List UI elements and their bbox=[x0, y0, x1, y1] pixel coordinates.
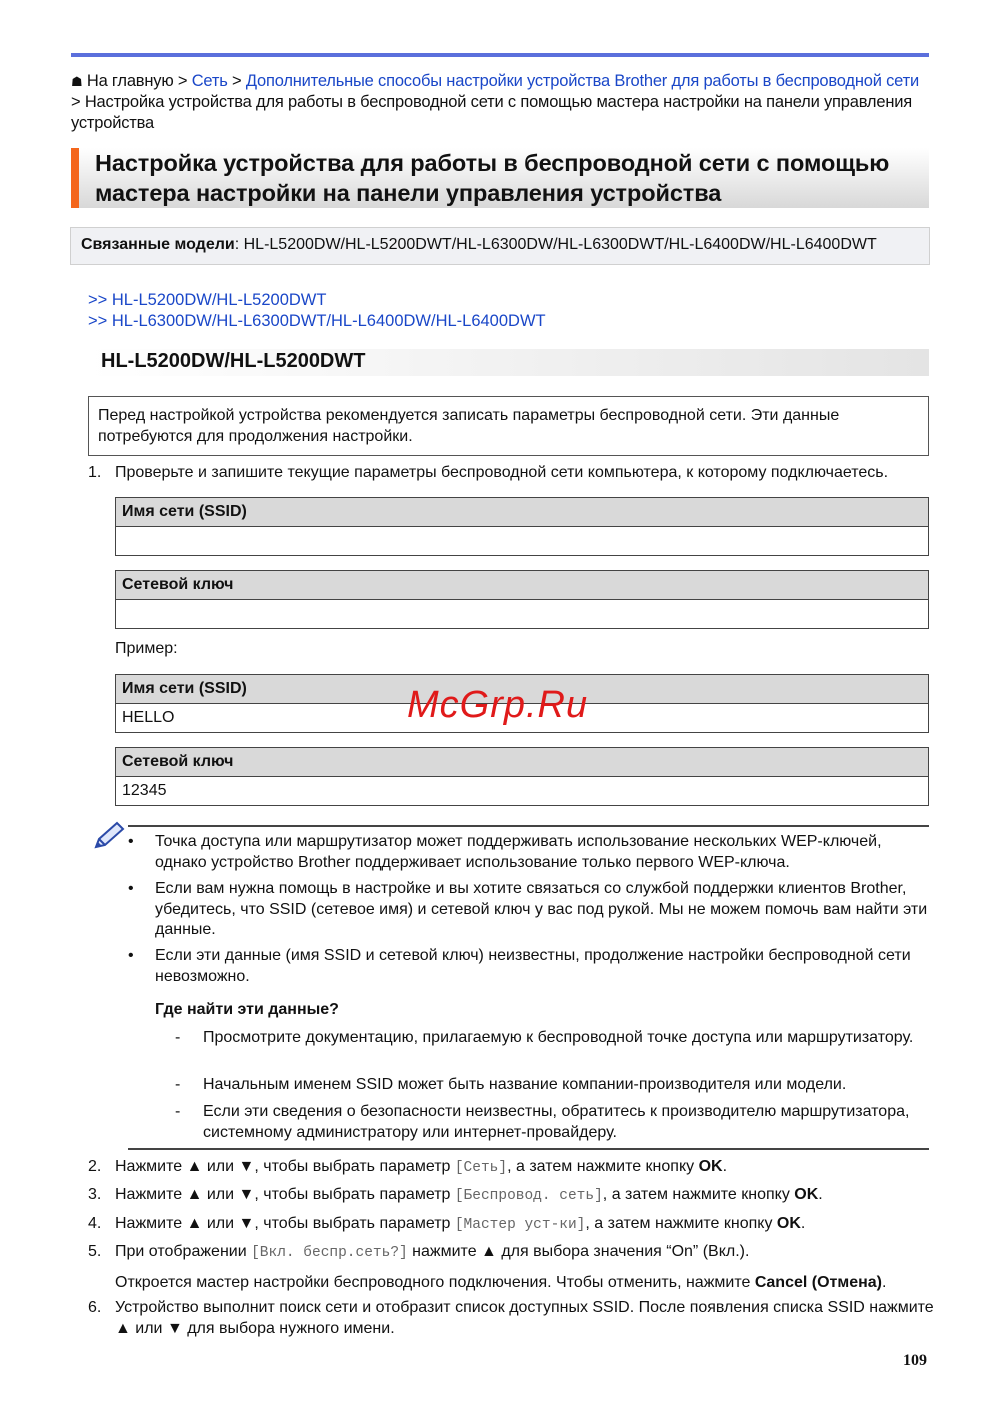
step-number: 5. bbox=[88, 1243, 102, 1260]
ssid-blank-cell bbox=[116, 527, 929, 556]
step-text bbox=[115, 1297, 938, 1339]
page-title: Настройка устройства для работы в беспроводной сети с помощью мастера настройки на панели управления устройства bbox=[71, 148, 929, 208]
jump-link-l5200[interactable]: >> HL-L5200DW/HL-L5200DWT bbox=[88, 291, 327, 309]
note-bullet: • Если вам нужна помощь в настройке и вы хотите связаться со службой поддержки клиентов Brother, убедитесь, что SSID (сетевое имя) и сетевой ключ у вас под рукой. Мы не можем помочь вам найти эти данные. bbox=[128, 879, 928, 941]
step-text-segment: , а затем нажмите кнопку bbox=[507, 1158, 699, 1175]
jump-links bbox=[88, 290, 546, 331]
step-text bbox=[115, 1156, 938, 1179]
related-models-value: : HL-L5200DW/HL-L5200DWT/HL-L6300DW/HL-L6300DWT/HL-L6400DW/HL-L6400DWT bbox=[234, 236, 877, 253]
breadcrumb-home[interactable]: На главную bbox=[86, 72, 174, 90]
step-text-segment: . bbox=[882, 1274, 887, 1291]
pencil-note-icon bbox=[92, 820, 126, 857]
step-text-segment: Нажмите ▲ или ▼, чтобы выбрать параметр bbox=[115, 1186, 455, 1203]
step-text-segment: , а затем нажмите кнопку bbox=[585, 1215, 777, 1232]
breadcrumb-separator: > bbox=[227, 72, 246, 90]
step-followup bbox=[115, 1272, 938, 1293]
note-dash-text: Просмотрите документацию, прилагаемую к беспроводной точке доступа или маршрутизатору. bbox=[203, 1029, 914, 1046]
step-text-segment: . bbox=[722, 1158, 728, 1175]
breadcrumb-separator: > bbox=[71, 93, 85, 111]
step-text-segment: . bbox=[818, 1186, 823, 1203]
breadcrumb-current: Настройка устройства для работы в беспроводной сети с помощью мастера настройки на панели управления устройства bbox=[71, 93, 912, 132]
note-dash-item: - Начальным именем SSID может быть название компании-производителя или модели. bbox=[175, 1075, 915, 1096]
breadcrumb-advanced-link[interactable]: Дополнительные способы настройки устройства Brother для работы в беспроводной сети bbox=[245, 72, 919, 90]
step-number: 6. bbox=[88, 1299, 102, 1316]
step-text-segment: Нажмите ▲ или ▼, чтобы выбрать параметр bbox=[115, 1215, 455, 1232]
menu-parameter: [Вкл. беспр.сеть?] bbox=[251, 1245, 408, 1261]
button-name: OK bbox=[794, 1186, 819, 1203]
step-text: Проверьте и запишите текущие параметры беспроводной сети компьютера, к которому подключаетесь. bbox=[115, 464, 889, 481]
ssid-header: Имя сети (SSID) bbox=[116, 675, 929, 704]
section-title: HL-L5200DW/HL-L5200DWT bbox=[88, 349, 929, 376]
note-bullet: • Если эти данные (имя SSID и сетевой ключ) неизвестны, продолжение настройки беспроводной сети невозможно. bbox=[128, 946, 928, 987]
step-text bbox=[115, 1184, 938, 1207]
note-bullet-text: Если вам нужна помощь в настройке и вы хотите связаться со службой поддержки клиентов Brother, убедитесь, что SSID (сетевое имя) и сетевой ключ у вас под рукой. Мы не можем помочь вам найти эти данные. bbox=[155, 880, 928, 938]
step-text-segment: нажмите ▲ для выбора значения “On” (Вкл.). bbox=[407, 1243, 750, 1260]
step-text-segment: Нажмите ▲ или ▼, чтобы выбрать параметр bbox=[115, 1158, 455, 1175]
note-bullet-text: Точка доступа или маршрутизатор может поддерживать использование нескольких WEP-ключей, однако устройство Brother поддерживает использование только первого WEP-ключа. bbox=[155, 833, 882, 871]
note-dash-item: - Просмотрите документацию, прилагаемую к беспроводной точке доступа или маршрутизатору. bbox=[175, 1028, 915, 1049]
step-text-segment: . bbox=[800, 1215, 806, 1232]
button-name: OK bbox=[776, 1215, 801, 1232]
step-text bbox=[115, 1213, 938, 1236]
menu-parameter: [Мастер уст-ки] bbox=[454, 1217, 586, 1233]
step-2 bbox=[88, 1156, 938, 1179]
step-text bbox=[115, 1241, 938, 1293]
step-1 bbox=[88, 462, 938, 483]
note-bullet-text: Если эти данные (имя SSID и сетевой ключ) неизвестны, продолжение настройки беспроводной сети невозможно. bbox=[155, 947, 911, 985]
step-5 bbox=[88, 1241, 938, 1293]
step-number: 4. bbox=[88, 1215, 102, 1232]
watermark: McGrp.Ru bbox=[407, 684, 589, 726]
button-name: Cancel (Отмена) bbox=[754, 1274, 882, 1291]
button-name: OK bbox=[698, 1158, 723, 1175]
breadcrumb bbox=[71, 71, 921, 134]
menu-parameter: [Беспровод. сеть] bbox=[454, 1188, 603, 1204]
note-bullet: • Точка доступа или маршрутизатор может поддерживать использование нескольких WEP-ключей, однако устройство Brother поддерживает использование только первого WEP-ключа. bbox=[128, 832, 928, 873]
step-text-segment: Откроется мастер настройки беспроводного подключения. Чтобы отменить, нажмите bbox=[115, 1274, 755, 1291]
note-bottom-rule bbox=[128, 1148, 929, 1150]
related-models bbox=[70, 227, 930, 265]
key-example-value: 12345 bbox=[116, 777, 929, 806]
step-text-segment: Устройство выполнит поиск сети и отобразит список доступных SSID. После появления списка SSID нажмите ▲ или ▼ для выбора нужного имени. bbox=[115, 1299, 934, 1337]
intro-note: Перед настройкой устройства рекомендуется записать параметры беспроводной сети. Эти данные потребуются для продолжения настройки. bbox=[88, 396, 929, 456]
breadcrumb-separator: > bbox=[173, 72, 192, 90]
related-models-label: Связанные модели bbox=[81, 236, 235, 253]
example-label: Пример: bbox=[115, 640, 178, 657]
key-header: Сетевой ключ bbox=[116, 748, 929, 777]
note-dash-text: Если эти сведения о безопасности неизвестны, обратитесь к производителю маршрутизатора, системному администратору или интернет-провайдеру. bbox=[203, 1103, 910, 1141]
step-4 bbox=[88, 1213, 938, 1236]
note-subheading: Где найти эти данные? bbox=[155, 1001, 339, 1018]
step-text-segment: При отображении bbox=[115, 1243, 252, 1260]
step-number: 1. bbox=[88, 464, 102, 481]
key-blank-cell bbox=[116, 600, 929, 629]
menu-parameter: [Сеть] bbox=[454, 1160, 508, 1176]
note-dash-text: Начальным именем SSID может быть название компании-производителя или модели. bbox=[203, 1076, 847, 1093]
key-table bbox=[115, 570, 929, 629]
page-number: 109 bbox=[903, 1352, 927, 1369]
step-number: 2. bbox=[88, 1158, 102, 1175]
top-rule bbox=[71, 53, 929, 57]
jump-link-l6300[interactable]: >> HL-L6300DW/HL-L6300DWT/HL-L6400DW/HL-L6400DWT bbox=[88, 311, 546, 330]
key-header: Сетевой ключ bbox=[116, 571, 929, 600]
step-3 bbox=[88, 1184, 938, 1207]
ssid-example-value: HELLO bbox=[116, 704, 929, 733]
key-example-table bbox=[115, 747, 929, 806]
ssid-header: Имя сети (SSID) bbox=[116, 498, 929, 527]
ssid-table bbox=[115, 497, 929, 556]
note-dash-item: - Если эти сведения о безопасности неизвестны, обратитесь к производителю маршрутизатора, системному администратору или интернет-провайдеру. bbox=[175, 1102, 915, 1143]
step-6 bbox=[88, 1297, 938, 1339]
note-top-rule bbox=[128, 825, 929, 827]
step-text-segment: , а затем нажмите кнопку bbox=[602, 1186, 795, 1203]
home-icon[interactable]: ☗ bbox=[71, 74, 83, 89]
step-number: 3. bbox=[88, 1186, 102, 1203]
breadcrumb-network-link[interactable]: Сеть bbox=[191, 72, 228, 90]
